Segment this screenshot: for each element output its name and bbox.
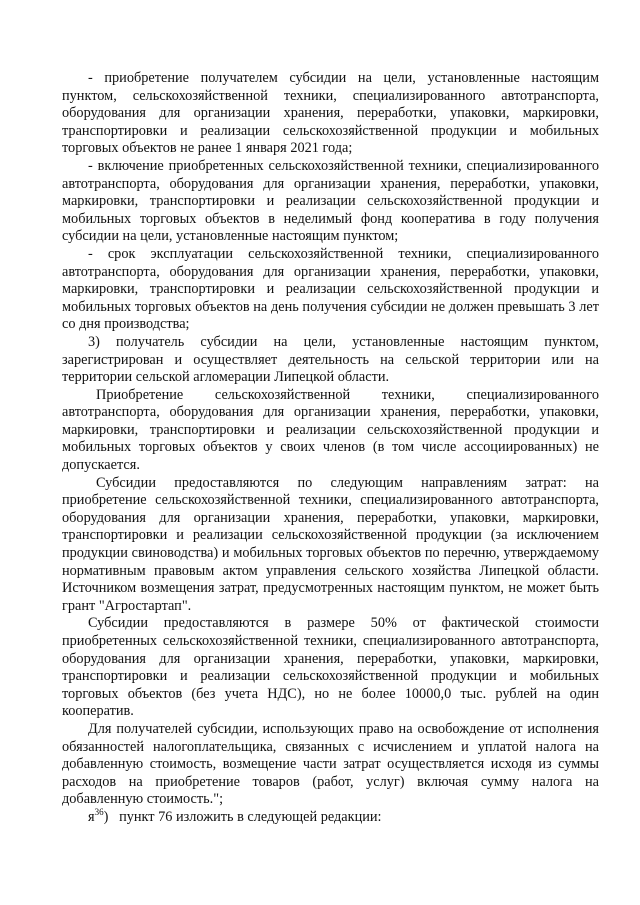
paragraph-acquisition-date: - приобретение получателем субсидии на цели, установленные настоящим пунктом, сельскохозяйственной техники, специализированного автотранспорта, оборудования для организации хранения, переработки, упаковки, маркировки, транспортировки и реализации сельскохозяйственной продукции и мобильных торговых объектов не ранее 1 января 2021 года; (62, 70, 599, 157)
paragraph-item-76 (62, 809, 599, 827)
paragraph-vat-exemption: Для получателей субсидии, использующих право на освобождение от исполнения обязанностей налогоплательщика, связанных с исчислением и уплатой налога на добавленную стоимость, возмещение части затрат осуществляется исходя из суммы расходов на приобретение товаров (работ, услуг) включая сумму налога на добавленную стоимость."; (62, 720, 599, 808)
paragraph-member-purchase: Приобретение сельскохозяйственной техники, специализированного автотранспорта, оборудования для организации хранения, переработки, упаковки, маркировки, транспортировки и реализации сельскохозяйственной продукции и мобильных торговых объектов у своих членов (в том числе ассоциированных) не допускается. (62, 386, 599, 474)
item-text: пункт 76 изложить в следующей редакции: (119, 808, 382, 825)
paragraph-cost-directions: Субсидии предоставляются по следующим направлениям затрат: на приобретение сельскохозяйственной техники, специализированного автотранспорта, оборудования для организации хранения, переработки, упаковки, маркировки, транспортировки и реализации сельскохозяйственной продукции (за исключением продукции свиноводства) и мобильных торговых объектов по перечню, утверждаемому нормативным правовым актом управления сельского хозяйства Липецкой области. Источником возмещения затрат, предусмотренных настоящим пунктом, не может быть грант "Агростартап". (62, 474, 599, 614)
paragraph-registration: 3) получатель субсидии на цели, установленные настоящим пунктом, зарегистрирован и осуществляет деятельность на сельской территории или на территории сельской агломерации Липецкой области. (62, 333, 599, 386)
paragraph-operating-period: - срок эксплуатации сельскохозяйственной техники, специализированного автотранспорта, оборудования для организации хранения, переработки, упаковки, маркировки, транспортировки и реализации сельскохозяйственной продукции и мобильных торговых объектов на день получения субсидии не должен превышать 3 лет со дня производства; (62, 245, 599, 333)
document-body (62, 70, 599, 827)
item-marker-superscript: 36 (94, 807, 104, 818)
item-marker: я (88, 808, 95, 825)
item-marker-suffix: ) (103, 808, 109, 825)
paragraph-indivisible-fund: - включение приобретенных сельскохозяйственной техники, специализированного автотранспорта, оборудования для организации хранения, переработки, упаковки, маркировки, транспортировки и реализации сельскохозяйственной продукции и мобильных торговых объектов в неделимый фонд кооператива в году получения субсидии на цели, установленные настоящим пунктом; (62, 157, 599, 245)
paragraph-subsidy-size: Субсидии предоставляются в размере 50% от фактической стоимости приобретенных сельскохозяйственной техники, специализированного автотранспорта, оборудования для организации хранения, переработки, упаковки, маркировки, транспортировки и реализации сельскохозяйственной продукции и мобильных торговых объектов (без учета НДС), но не более 10000,0 тыс. рублей на один кооператив. (62, 615, 599, 720)
